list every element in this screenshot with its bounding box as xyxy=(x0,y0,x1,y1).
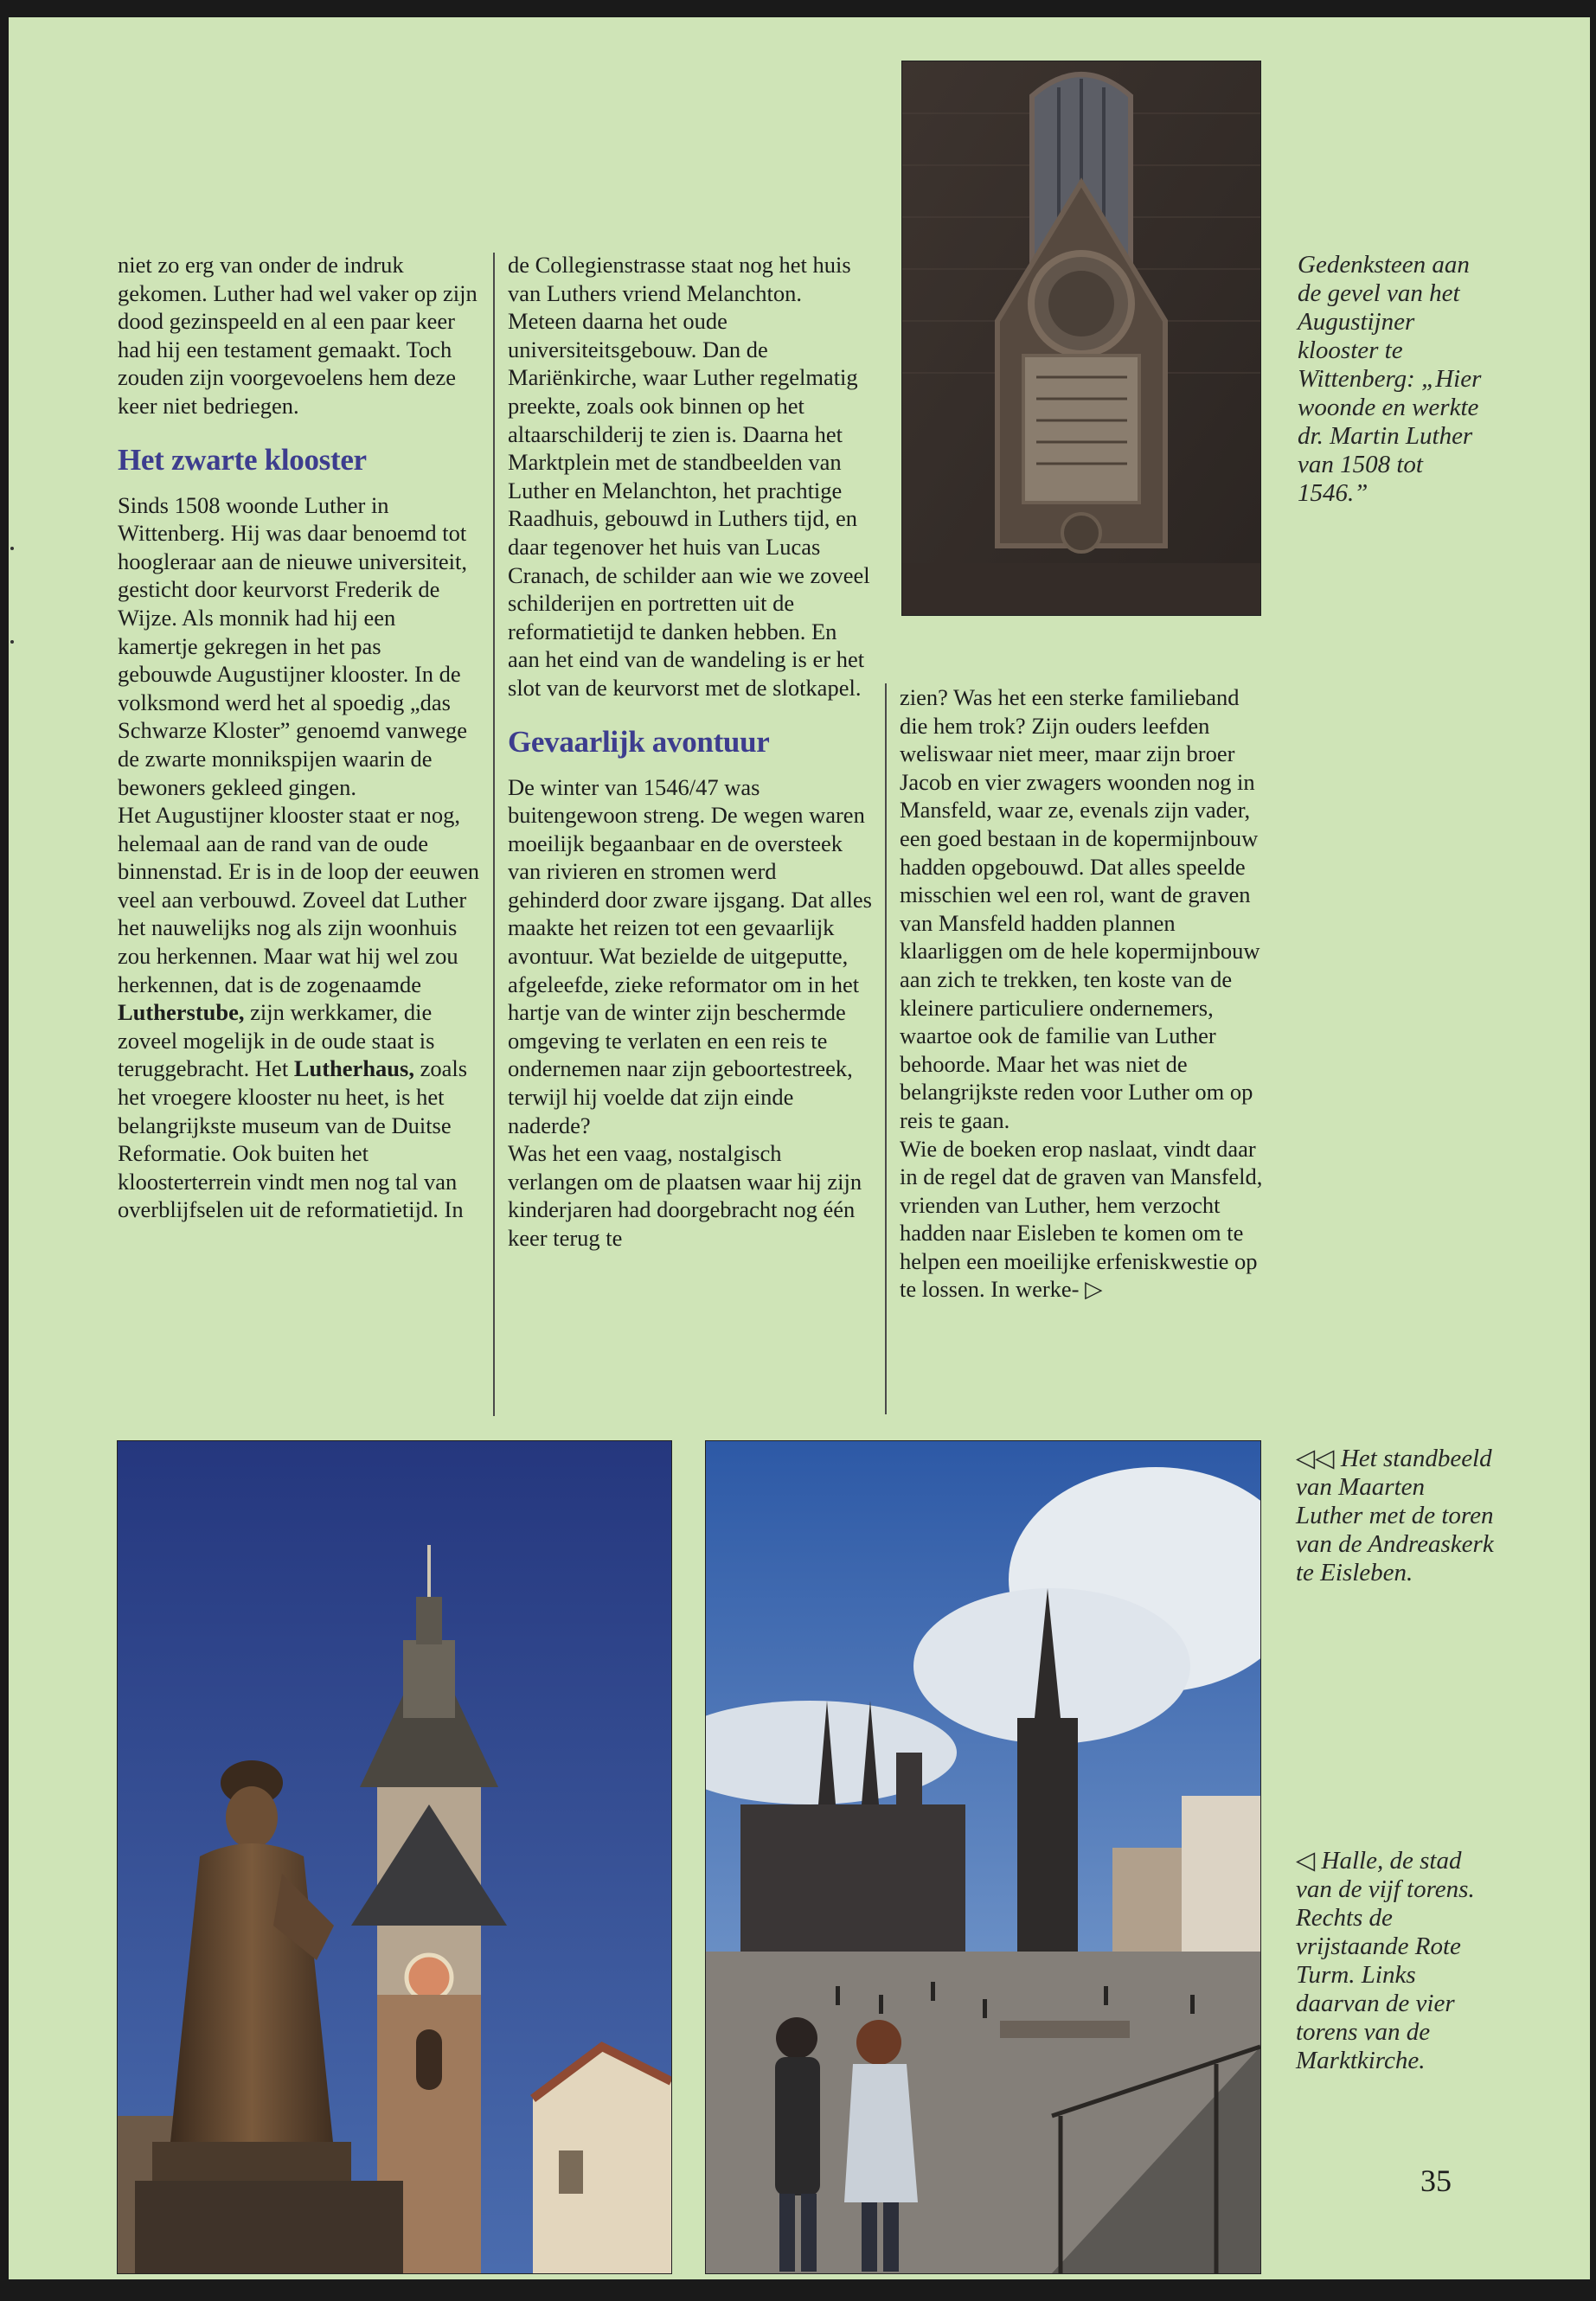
bold-lutherhaus: Lutherhaus, xyxy=(293,1055,414,1082)
page-number: 35 xyxy=(1420,2163,1452,2198)
photo-memorial-plaque xyxy=(901,61,1261,616)
caption-memorial-plaque: Gedenksteen aan de gevel van het Augustijner klooster te Wittenberg: „Hier woonde en werkte dr. Martin Luther van 1508 tot 1546.” xyxy=(1298,251,1482,507)
col1-paragraph-1: Sinds 1508 woonde Luther in Wittenberg. Hij was daar benoemd tot hoogleraar aan de nieuwe universiteit, gesticht door keurvorst Frederik de Wijze. Als monnik had hij een kamertje gekregen in het pas gebouwde Augustijner klooster. In de volksmond werd het al spoedig „das Schwarze Kloster” genoemd vanwege de zwarte monnikspijen waarin de bewoners gekleed gingen. xyxy=(118,491,467,800)
column-divider-1 xyxy=(493,253,495,1416)
section-heading-gevaarlijk-avontuur: Gevaarlijk avontuur xyxy=(508,724,770,759)
text-column-2 xyxy=(508,251,874,1253)
halle-market-illustration xyxy=(706,1441,1260,2273)
col1-paragraph-2: Het Augustijner klooster staat er nog, helemaal aan de rand van de oude binnenstad. Er is in de loop der eeuwen veel aan verbouwd. Zoveel dat Luther het nauwelijks nog als zijn woonhuis zou herkennen. Maar wat hij wel zou herkennen, dat is de zogenaamde Lutherstube, zijn werkkamer, die zoveel mogelijk in de oude staat is teruggebracht. Het Lutherhaus, zoals het vroegere klooster nu heet, is het belangrijkste museum van de Duitse Reformatie. Ook buiten het kloosterterrein vindt men nog tal van overblijfselen uit de reformatietijd. In xyxy=(118,802,479,1223)
section-heading-zwarte-klooster: Het zwarte klooster xyxy=(118,442,367,477)
bold-lutherstube: Lutherstube, xyxy=(118,999,245,1026)
memorial-plaque-illustration xyxy=(902,61,1260,615)
text-column-1 xyxy=(118,251,479,1224)
col2-paragraph-1: de Collegienstrasse staat nog het huis van Luthers vriend Melanchton. Meteen daarna het oude universiteitsgebouw. Dan de Mariënkirche, waar Luther regelmatig preekte, zoals ook binnen op het altaarschilderij te zien is. Daarna het Marktplein met de standbeelden van Luther en Melanchton, het prachtige Raadhuis, gebouwd in Luthers tijd, en daar tegenover het huis van Lucas Cranach, de schilder aan wie we zoveel schilderijen en portretten uit de reformatietijd te danken hebben. En aan het eind van de wandeling is er het slot van de keurvorst met de slotkapel. xyxy=(508,252,870,701)
column-divider-2 xyxy=(885,683,887,1414)
col1-intro-paragraph: niet zo erg van onder de indruk gekomen. Luther had wel vaker op zijn dood gezinspeeld en al een paar keer had hij een testament gemaakt. Toch zouden zijn voorgevoelens hem deze keer niet bedriegen. xyxy=(118,252,478,419)
text-column-3 xyxy=(900,683,1263,1304)
magazine-page xyxy=(9,17,1590,2279)
photo-luther-statue xyxy=(117,1440,672,2274)
margin-mark xyxy=(10,640,14,644)
caption-luther-statue: ◁◁ Het standbeeld van Maarten Luther met de toren van de Andreaskerk te Eisleben. xyxy=(1296,1445,1494,1586)
col3-paragraph-2: Wie de boeken erop naslaat, vindt daar in de regel dat de graven van Mansfeld, vrienden van Luther, hem verzocht hadden naar Eisleben te komen om te helpen een moeilijke erfeniskwestie op te lossen. In werke- ▷ xyxy=(900,1135,1263,1303)
luther-statue-illustration xyxy=(118,1441,671,2273)
caption-halle: ◁ Halle, de stad van de vijf torens. Rechts de vrijstaande Rote Turm. Links daarvan de vier torens van de Marktkirche. xyxy=(1296,1847,1475,2074)
photo-halle-market xyxy=(705,1440,1261,2274)
margin-mark xyxy=(10,547,14,550)
col2-paragraph-2: De winter van 1546/47 was buitengewoon streng. De wegen waren moeilijk begaanbaar en de oversteek van rivieren en stromen werd gehinderd door zware ijsgang. Dat alles maakte het reizen tot een gevaarlijk avontuur. Wat bezielde de uitgeputte, afgeleefde, zieke reformator om in het hartje van de winter zijn beschermde omgeving te verlaten en een reis te ondernemen naar zijn geboortestreek, terwijl hij voelde dat zijn einde naderde? xyxy=(508,773,872,1138)
col2-paragraph-3: Was het een vaag, nostalgisch verlangen om de plaatsen waar hij zijn kinderjaren had doorgebracht nog één keer terug te xyxy=(508,1140,862,1251)
col3-paragraph-1: zien? Was het een sterke familieband die hem trok? Zijn ouders leefden weliswaar niet meer, maar zijn broer Jacob en vier zwagers woonden nog in Mansfeld, waar ze, evenals zijn vader, een goed bestaan in de kopermijnbouw hadden opgebouwd. Dat alles speelde misschien wel een rol, want de graven van Mansfeld hadden plannen klaarliggen om de hele kopermijnbouw aan zich te trekken, ten koste van de kleinere particuliere ondernemers, waartoe ook de familie van Luther behoorde. Maar het was niet de belangrijkste reden voor Luther om op reis te gaan. xyxy=(900,684,1260,1133)
